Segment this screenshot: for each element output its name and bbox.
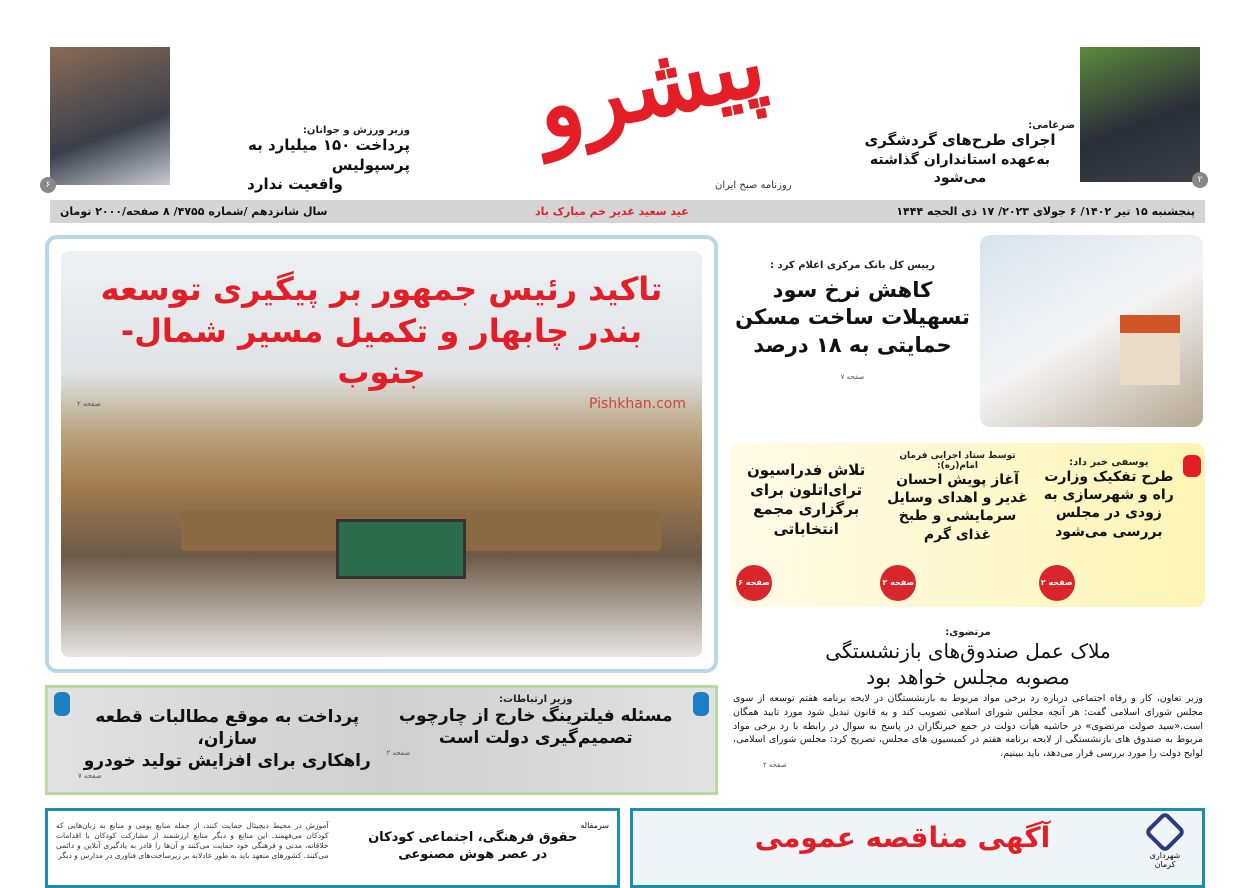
- headline: واقعیت ندارد: [247, 175, 343, 193]
- editorial-label: سرمقاله: [580, 821, 609, 830]
- tagline: روزنامه صبح ایران: [715, 180, 792, 191]
- headline: پرداخت به موقع مطالبات قطعه سازان،: [95, 707, 360, 750]
- main-headline: بندر چابهار و تکمیل مسیر شمال-جنوب: [120, 311, 643, 392]
- headline: مسئله فیلترینگ خارج از چارچوب: [398, 706, 673, 726]
- headline: حقوق فرهنگی، اجتماعی کودکان: [368, 830, 578, 845]
- headline: به‌عهده استانداران گذاشته می‌شود: [869, 151, 1051, 186]
- yellow-item[interactable]: [736, 451, 876, 601]
- housing-story[interactable]: [730, 260, 975, 381]
- page-ref: صفحه ۲: [77, 399, 101, 408]
- kicker: مرتضوی:: [945, 627, 991, 638]
- headline: کاهش نرخ سود: [772, 278, 933, 302]
- gray-item[interactable]: [78, 694, 377, 786]
- house-icon: [1120, 315, 1180, 385]
- main-headline-block: [77, 269, 686, 412]
- kicker: وزیر ورزش و جوانان:: [302, 125, 410, 136]
- kicker: وزیر ارتباطات:: [499, 694, 573, 705]
- body: آموزش در محیط دیجیتال حمایت کنند، از جمله منابع بومی و منابع به زبان‌هایی که کودکان می‌فهمند. این منابع و دیگر منابع ارزشمند از مشارکت کودکان با اقدامات خلاقانه، مدنی و فرهنگی خود حمایت می‌کنند و آن‌ها را قادر به یادگیری آنلاین و دائمی می‌کنند. کشورهای متعهد باید به طور عادلانه بر زیرساخت‌های فناوری در مدارس و دیگر: [56, 821, 329, 861]
- headline: راهکاری برای افزایش تولید خودرو: [83, 751, 371, 772]
- page-ref: صفحه ۷: [78, 772, 102, 781]
- headline: آغاز پویش احسان غدیر و اهدای وسایل سرمایشی و طبخ غذای گرم: [887, 472, 1028, 543]
- headline: تلاش فدراسیون ترای‌اتلون برای برگزاری مجمع انتخاباتی: [747, 461, 866, 538]
- yellow-item[interactable]: [1039, 451, 1179, 601]
- kicker: رییس کل بانک مرکزی اعلام کرد :: [770, 260, 935, 271]
- body: وزیر تعاون، کار و رفاه اجتماعی درباره رد برخی مواد مربوط به بازنشستگان در لایحه برنامه هفتم توسعه از سوی مجلس شورای اسلامی گفت: هر آنچه مجلس شورای اسلامی تصویب کند و به قانون تبدیل شود مورد تایید همگان است.«سید صولت مرتضوی» در حاشیه هیأت دولت در جمع خبرنگاران در پاسخ به سوال در رابطه با رد برخی مواد مربوط به صندوق های بازنشستگی از لایحه برنامه هفتم در کمیسیون های مجلس، تصریح کرد: مجلس شورای اسلامی، لوایح دولت را مورد بررسی قرار می‌دهد، باید ببینیم.: [733, 693, 1203, 760]
- pension-story[interactable]: [733, 627, 1203, 769]
- headline: اجرای طرح‌های گردشگری: [864, 131, 1056, 149]
- ad-title: آگهی مناقصه عمومی: [754, 821, 1051, 854]
- headline: تصمیم‌گیری دولت است: [438, 728, 633, 749]
- page-badge: ۶: [40, 177, 56, 193]
- main-story[interactable]: [45, 235, 718, 673]
- blue-tab: [693, 692, 709, 716]
- page-ref: صفحه ۷: [840, 372, 865, 381]
- left-story-photo: [50, 47, 170, 185]
- logo: [525, 8, 792, 195]
- kicker: توسط ستاد اجرایی فرمان امام(ره):: [899, 451, 1016, 471]
- housing-photo: [980, 235, 1203, 427]
- page-ref: صفحه ۲: [386, 749, 411, 758]
- gray-item[interactable]: [387, 694, 686, 786]
- page-ref: صفحه ۶: [736, 565, 772, 601]
- gray-box: [45, 685, 718, 795]
- logo-text: پیشرو: [525, 8, 775, 162]
- logo-icon: [1144, 811, 1186, 853]
- headline: تسهیلات ساخت مسکن: [735, 305, 970, 330]
- page-ref: صفحه ۲: [763, 760, 787, 769]
- editorial[interactable]: [45, 808, 620, 888]
- headline: ملاک عمل صندوق‌های بازنشستگی: [825, 639, 1111, 663]
- headline: حمایتی به ۱۸ درصد: [753, 332, 952, 357]
- blue-tab: [54, 692, 70, 716]
- headline: طرح تفکیک وزارت راه و شهرسازی به زودی در مجلس بررسی می‌شود: [1043, 469, 1174, 540]
- page-ref: صفحه ۲: [1039, 565, 1075, 601]
- info-bar: [50, 200, 1205, 223]
- right-story-photo: [1080, 47, 1200, 182]
- yellow-box: [730, 443, 1205, 607]
- headline: پرداخت ۱۵۰ میلیارد به پرسپولیس: [248, 136, 410, 174]
- page-badge: ۲: [1192, 172, 1208, 188]
- screen: [336, 519, 466, 579]
- right-story[interactable]: [845, 120, 1075, 187]
- yellow-item[interactable]: [880, 451, 1034, 601]
- issue-info: سال شانزدهم /شماره ۴۷۵۵/ ۸ صفحه/۲۰۰۰ تومان: [60, 205, 328, 218]
- watermark: Pishkhan.com: [589, 395, 686, 412]
- page-ref: صفحه ۲: [880, 565, 916, 601]
- main-headline: تاکید رئیس جمهور بر پیگیری توسعه: [100, 270, 663, 308]
- greeting: عید سعید غدیر خم مبارک باد: [535, 205, 689, 218]
- kicker: یوسفی خبر داد:: [1069, 457, 1149, 468]
- tender-ad[interactable]: [630, 808, 1205, 888]
- kicker: ضرغامی:: [1028, 120, 1075, 131]
- date: پنجشنبه ۱۵ تیر ۱۴۰۲/ ۶ جولای ۲۰۲۳/ ۱۷ ذی الحجه ۱۴۴۴: [896, 205, 1195, 218]
- headline: مصوبه مجلس خواهد بود: [866, 665, 1070, 689]
- red-tab: [1183, 455, 1201, 477]
- left-story[interactable]: [180, 125, 410, 195]
- org-name: شهرداری کرمان: [1149, 851, 1181, 869]
- municipality-logo: [1140, 817, 1190, 869]
- headline: در عصر هوش مصنوعی: [398, 846, 548, 862]
